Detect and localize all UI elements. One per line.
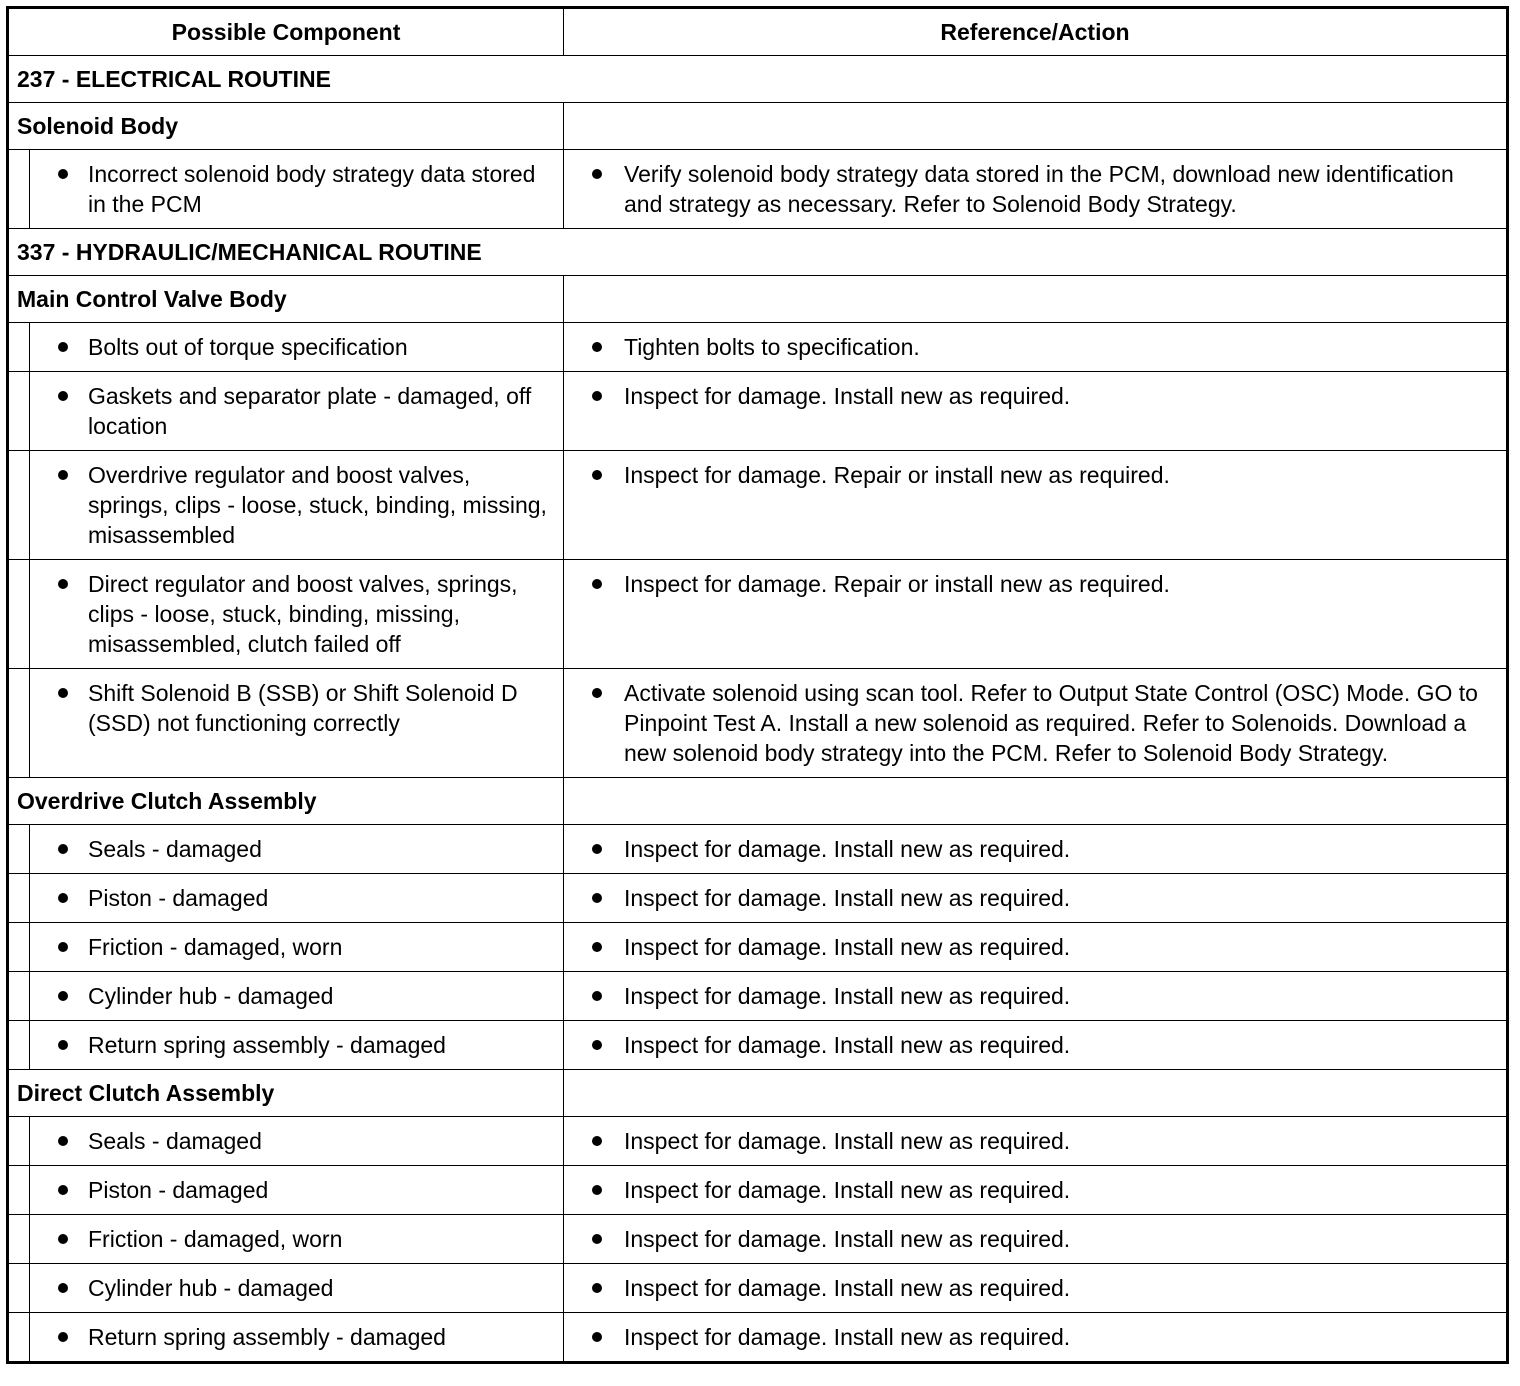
- component-text: Bolts out of torque specification: [88, 334, 408, 360]
- action-text: Inspect for damage. Install new as required.: [624, 383, 1071, 409]
- table-row: [8, 1215, 1508, 1264]
- action-text: Activate solenoid using scan tool. Refer to Output State Control (OSC) Mode. GO to Pinpoint Test A. Install a new solenoid as required. Refer to Solenoids. Download a new solenoid body strategy into the PCM. Refer to Solenoid Body Strategy.: [624, 680, 1478, 766]
- bullet-icon: [58, 844, 68, 854]
- bullet-icon: [58, 1040, 68, 1050]
- group-name: Solenoid Body: [8, 103, 564, 150]
- indent-cell: [8, 372, 30, 451]
- indent-cell: [8, 150, 30, 229]
- action-cell: [564, 150, 1508, 229]
- group-name: Direct Clutch Assembly: [8, 1070, 564, 1117]
- group-action-empty: [564, 778, 1508, 825]
- bullet-icon: [58, 1185, 68, 1195]
- table-row: [8, 372, 1508, 451]
- indent-cell: [8, 923, 30, 972]
- indent-cell: [8, 1313, 30, 1363]
- action-text: Inspect for damage. Install new as required.: [624, 1324, 1071, 1350]
- component-text: Piston - damaged: [88, 885, 269, 911]
- action-cell: [564, 560, 1508, 669]
- bullet-icon: [592, 391, 602, 401]
- bullet-icon: [592, 1136, 602, 1146]
- component-cell: [30, 923, 564, 972]
- component-cell: [30, 874, 564, 923]
- indent-cell: [8, 874, 30, 923]
- table-row: [8, 972, 1508, 1021]
- action-text: Inspect for damage. Install new as required.: [624, 885, 1071, 911]
- action-cell: [564, 1264, 1508, 1313]
- table-row: [8, 1313, 1508, 1363]
- action-text: Inspect for damage. Install new as required.: [624, 1032, 1071, 1058]
- group-row: [8, 778, 1508, 825]
- group-action-empty: [564, 103, 1508, 150]
- bullet-icon: [58, 579, 68, 589]
- component-cell: [30, 1117, 564, 1166]
- table-row: [8, 1166, 1508, 1215]
- component-text: Overdrive regulator and boost valves, springs, clips - loose, stuck, binding, missing, misassembled: [88, 462, 547, 548]
- group-action-empty: [564, 1070, 1508, 1117]
- indent-cell: [8, 669, 30, 778]
- diagnostic-table-container: [6, 6, 1509, 1364]
- table-row: [8, 874, 1508, 923]
- component-text: Return spring assembly - damaged: [88, 1032, 446, 1058]
- bullet-icon: [58, 1234, 68, 1244]
- indent-cell: [8, 323, 30, 372]
- bullet-icon: [58, 991, 68, 1001]
- indent-cell: [8, 1021, 30, 1070]
- component-cell: [30, 451, 564, 560]
- bullet-icon: [58, 470, 68, 480]
- action-text: Inspect for damage. Install new as required.: [624, 1177, 1071, 1203]
- component-text: Incorrect solenoid body strategy data stored in the PCM: [88, 161, 536, 217]
- section-title: 237 - ELECTRICAL ROUTINE: [8, 56, 1508, 103]
- indent-cell: [8, 451, 30, 560]
- header-row: [8, 8, 1508, 56]
- bullet-icon: [592, 1185, 602, 1195]
- bullet-icon: [592, 470, 602, 480]
- indent-cell: [8, 1117, 30, 1166]
- action-cell: [564, 825, 1508, 874]
- header-reference-action: Reference/Action: [564, 8, 1508, 56]
- group-action-empty: [564, 276, 1508, 323]
- bullet-icon: [58, 893, 68, 903]
- component-text: Cylinder hub - damaged: [88, 983, 334, 1009]
- indent-cell: [8, 972, 30, 1021]
- action-text: Inspect for damage. Install new as required.: [624, 1275, 1071, 1301]
- section-row: [8, 229, 1508, 276]
- action-cell: [564, 923, 1508, 972]
- action-cell: [564, 669, 1508, 778]
- indent-cell: [8, 560, 30, 669]
- component-text: Gaskets and separator plate - damaged, off location: [88, 383, 532, 439]
- action-text: Inspect for damage. Repair or install new as required.: [624, 571, 1170, 597]
- component-cell: [30, 1215, 564, 1264]
- component-text: Seals - damaged: [88, 836, 262, 862]
- indent-cell: [8, 825, 30, 874]
- table-row: [8, 1117, 1508, 1166]
- table-row: [8, 825, 1508, 874]
- section-row: [8, 56, 1508, 103]
- bullet-icon: [58, 1283, 68, 1293]
- indent-cell: [8, 1215, 30, 1264]
- action-text: Verify solenoid body strategy data stored in the PCM, download new identification and strategy as necessary. Refer to Solenoid Body Strategy.: [624, 161, 1454, 217]
- bullet-icon: [58, 688, 68, 698]
- group-row: [8, 103, 1508, 150]
- bullet-icon: [592, 844, 602, 854]
- component-cell: [30, 1166, 564, 1215]
- table-row: [8, 1264, 1508, 1313]
- action-text: Inspect for damage. Install new as required.: [624, 983, 1071, 1009]
- header-possible-component: Possible Component: [8, 8, 564, 56]
- action-text: Inspect for damage. Install new as required.: [624, 934, 1071, 960]
- diagnostic-table: [6, 6, 1509, 1364]
- bullet-icon: [58, 1332, 68, 1342]
- group-name: Overdrive Clutch Assembly: [8, 778, 564, 825]
- group-row: [8, 1070, 1508, 1117]
- bullet-icon: [592, 169, 602, 179]
- bullet-icon: [592, 1332, 602, 1342]
- component-cell: [30, 372, 564, 451]
- action-text: Inspect for damage. Install new as required.: [624, 1128, 1071, 1154]
- action-cell: [564, 372, 1508, 451]
- action-cell: [564, 1313, 1508, 1363]
- component-cell: [30, 669, 564, 778]
- bullet-icon: [58, 1136, 68, 1146]
- indent-cell: [8, 1166, 30, 1215]
- table-row: [8, 451, 1508, 560]
- bullet-icon: [592, 579, 602, 589]
- component-text: Cylinder hub - damaged: [88, 1275, 334, 1301]
- table-row: [8, 560, 1508, 669]
- component-cell: [30, 323, 564, 372]
- table-row: [8, 323, 1508, 372]
- action-cell: [564, 451, 1508, 560]
- component-text: Direct regulator and boost valves, springs, clips - loose, stuck, binding, missing, misassembled, clutch failed off: [88, 571, 518, 657]
- table-row: [8, 669, 1508, 778]
- bullet-icon: [58, 169, 68, 179]
- bullet-icon: [592, 893, 602, 903]
- action-text: Inspect for damage. Install new as required.: [624, 1226, 1071, 1252]
- component-cell: [30, 1313, 564, 1363]
- action-cell: [564, 972, 1508, 1021]
- section-title: 337 - HYDRAULIC/MECHANICAL ROUTINE: [8, 229, 1508, 276]
- table-row: [8, 1021, 1508, 1070]
- bullet-icon: [58, 942, 68, 952]
- bullet-icon: [592, 1040, 602, 1050]
- bullet-icon: [592, 1234, 602, 1244]
- indent-cell: [8, 1264, 30, 1313]
- bullet-icon: [58, 342, 68, 352]
- component-text: Shift Solenoid B (SSB) or Shift Solenoid D (SSD) not functioning correctly: [88, 680, 518, 736]
- component-text: Return spring assembly - damaged: [88, 1324, 446, 1350]
- action-cell: [564, 1021, 1508, 1070]
- component-cell: [30, 1021, 564, 1070]
- group-name: Main Control Valve Body: [8, 276, 564, 323]
- component-cell: [30, 150, 564, 229]
- group-row: [8, 276, 1508, 323]
- table-row: [8, 150, 1508, 229]
- bullet-icon: [592, 688, 602, 698]
- action-text: Inspect for damage. Repair or install new as required.: [624, 462, 1170, 488]
- action-text: Tighten bolts to specification.: [624, 334, 920, 360]
- component-cell: [30, 825, 564, 874]
- component-text: Friction - damaged, worn: [88, 934, 343, 960]
- component-text: Piston - damaged: [88, 1177, 269, 1203]
- bullet-icon: [592, 991, 602, 1001]
- bullet-icon: [592, 942, 602, 952]
- action-cell: [564, 1117, 1508, 1166]
- action-text: Inspect for damage. Install new as required.: [624, 836, 1071, 862]
- table-row: [8, 923, 1508, 972]
- action-cell: [564, 874, 1508, 923]
- action-cell: [564, 323, 1508, 372]
- component-text: Friction - damaged, worn: [88, 1226, 343, 1252]
- component-cell: [30, 972, 564, 1021]
- action-cell: [564, 1166, 1508, 1215]
- table-body: [8, 56, 1508, 1363]
- component-cell: [30, 560, 564, 669]
- component-text: Seals - damaged: [88, 1128, 262, 1154]
- component-cell: [30, 1264, 564, 1313]
- bullet-icon: [592, 1283, 602, 1293]
- action-cell: [564, 1215, 1508, 1264]
- bullet-icon: [592, 342, 602, 352]
- bullet-icon: [58, 391, 68, 401]
